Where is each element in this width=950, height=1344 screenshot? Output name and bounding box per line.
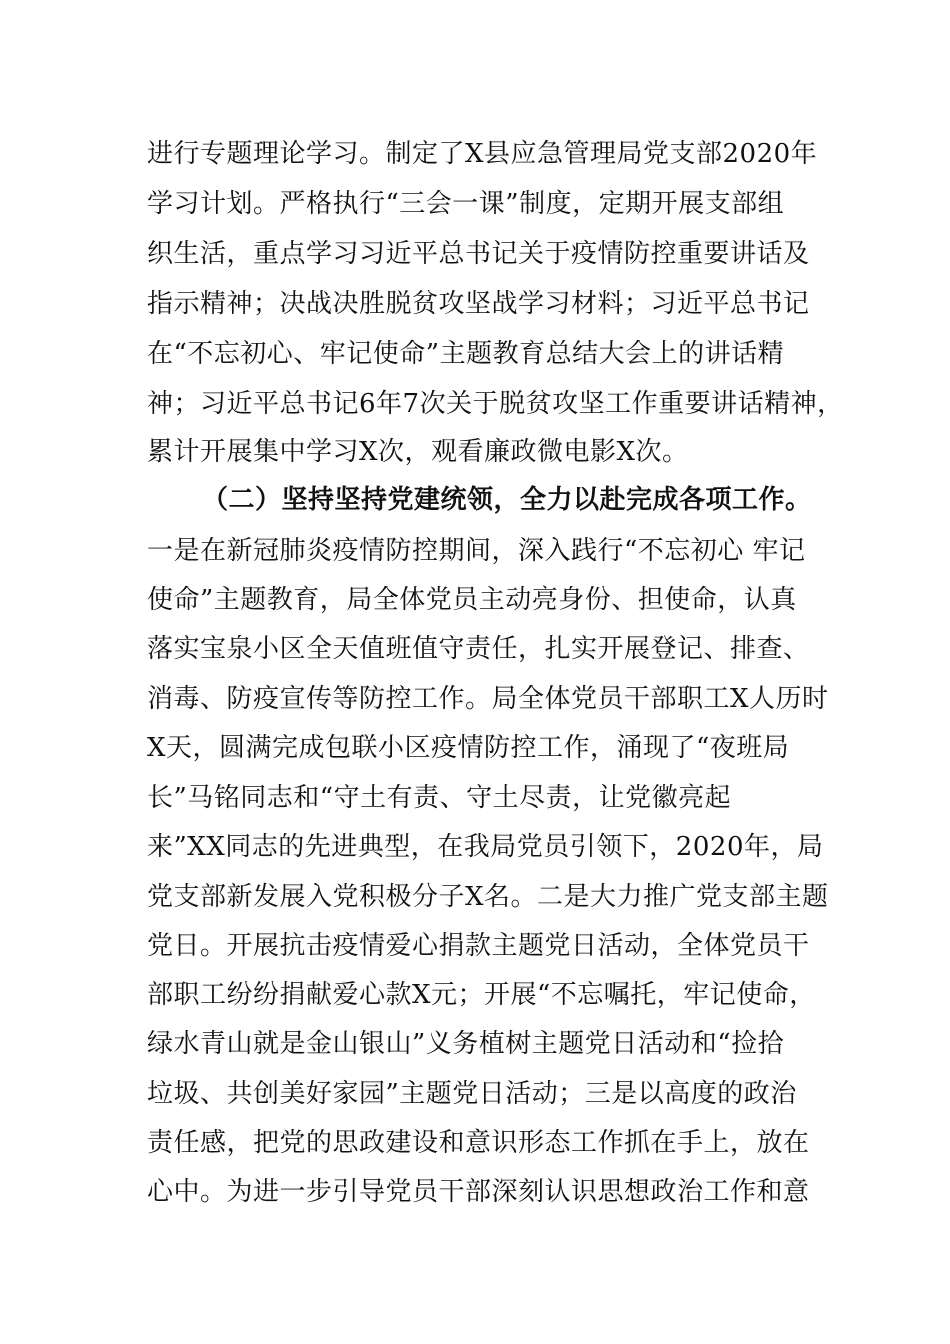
text-line: 长”马铭同志和“守土有责、守土尽责，让党徽亮起 <box>147 783 732 813</box>
section-heading: （二）坚持坚持党建统领，全力以赴完成各项工作。 <box>202 485 812 515</box>
text-line: 消毒、防疫宣传等防控工作。局全体党员干部职工X人历时 <box>147 684 829 714</box>
text-line: X天，圆满完成包联小区疫情防控工作，涌现了“夜班局 <box>147 733 790 763</box>
text-line: 来”XX同志的先进典型，在我局党员引领下，2020年，局 <box>147 832 824 862</box>
text-line: 累计开展集中学习X次，观看廉政微电影X次。 <box>147 437 689 467</box>
text-line: 在“不忘初心、牢记使命”主题教育总结大会上的讲话精 <box>147 339 785 369</box>
text-line: 部职工纷纷捐献爱心款X元；开展“不忘嘱托，牢记使命， <box>147 980 816 1010</box>
text-line: 神；习近平总书记6年7次关于脱贫攻坚工作重要讲话精神， <box>147 389 844 419</box>
text-line: 责任感，把党的思政建设和意识形态工作抓在手上，放在 <box>147 1128 810 1158</box>
text-line: 进行专题理论学习。制定了X县应急管理局党支部2020年 <box>147 139 818 169</box>
text-line: 党日。开展抗击疫情爱心捐款主题党日活动，全体党员干 <box>147 931 810 961</box>
text-line: 学习计划。严格执行“三会一课”制度，定期开展支部组 <box>147 189 785 219</box>
text-line: 使命”主题教育，局全体党员主动亮身份、担使命，认真 <box>147 585 797 615</box>
text-line: 党支部新发展入党积极分子X名。二是大力推广党支部主题 <box>147 882 829 912</box>
text-line: 织生活，重点学习习近平总书记关于疫情防控重要讲话及 <box>147 239 810 269</box>
text-line: 落实宝泉小区全天值班值守责任，扎实开展登记、排查、 <box>147 634 810 664</box>
text-line: 垃圾、共创美好家园”主题党日活动；三是以高度的政治 <box>147 1079 797 1109</box>
text-line: 心中。为进一步引导党员干部深刻认识思想政治工作和意 <box>147 1177 810 1207</box>
text-line: 绿水青山就是金山银山”义务植树主题党日活动和“捡拾 <box>147 1029 785 1059</box>
text-line: 一是在新冠肺炎疫情防控期间，深入践行“不忘初心 牢记 <box>147 536 806 566</box>
text-line: 指示精神；决战决胜脱贫攻坚战学习材料；习近平总书记 <box>147 289 810 319</box>
